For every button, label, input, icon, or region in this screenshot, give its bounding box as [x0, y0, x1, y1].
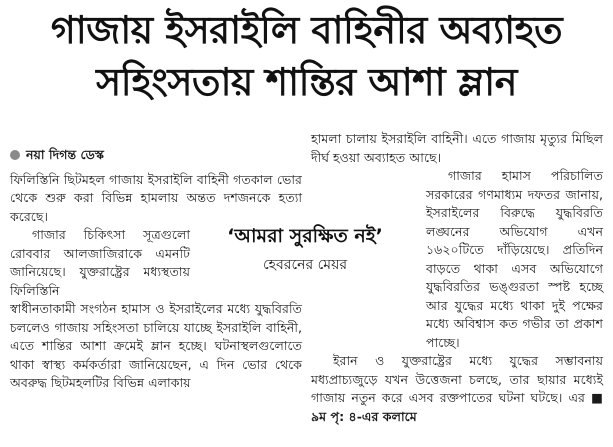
pull-quote-text: ‘আমরা সুরক্ষিত নই’ — [227, 225, 383, 247]
right-paragraph-3 — [311, 352, 603, 426]
pull-quote-attribution: হেবরনের মেয়র — [262, 257, 348, 273]
right-paragraph-3-text: ইরান ও যুক্তরাষ্ট্রের মধ্যে যুদ্ধের সম্ভাবনায় মধ্যপ্রাচ্যজুড়ে যখন উত্তেজনা চলছে, তার ছায়ার মধ্যেই গাজায় নতুন করে এসব রক্তপাতের ঘটনা ঘটছে। এর — [311, 353, 603, 405]
left-paragraph-3: স্বাধীনতাকামী সংগঠন হামাস ও ইসরাইলের মধ্যে যুদ্ধবিরতি চললেও গাজায় সহিংসতা চালিয়ে যাচ্ছে ইসরাইলি বাহিনী, এতে শান্তির আশা ক্রমেই ম্লান হচ্ছে। ঘটনাস্থলগুলোতে থাকা স্বাস্থ্য কর্মকর্তারা জানিয়েছেন, এ দিন ভোর থেকে অবরুদ্ধ ছিটমহলটির বিভিন্ন এলাকায় — [10, 301, 302, 390]
left-paragraph-2: গাজার চিকিৎসা সূত্রগুলো রোববার আলজাজিরাকে এমনটি জানিয়েছে। যুক্তরাষ্ট্রের মধ্যস্থতায় ফিলিস্তিনি — [10, 227, 190, 298]
continuation-ref[interactable]: ■ ৯ম পৃ: ৪-এর কলামে — [311, 390, 603, 424]
right-paragraph-2: গাজার হামাস পরিচালিত সরকারের গণমাধ্যম দফতর জানায়, ইসরাইলের বিরুদ্ধে যুদ্ধবিরতি লঙ্ঘনের অভিযোগ এখন ১৬২০টিতে দাঁড়িয়েছে। প্রতিদিন বাড়তে থাকা এসব অভিযোগে যুদ্ধবিরতির ভঙ্গুরতা স্পষ্ট হচ্ছে আর যুদ্ধের মধ্যে থাকা দুই পক্ষের মধ্যে অবিশ্বাস কত গভীর তা প্রকাশ পাচ্ছে। — [426, 168, 603, 350]
right-paragraph-1: হামলা চালায় ইসরাইলি বাহিনী। এতে গাজায় মৃত্যুর মিছিল দীর্ঘ হওয়া অব্যাহত আছে। — [311, 131, 603, 165]
continuation-text: ৯ম পৃ: ৪-এর কলামে — [311, 408, 417, 424]
bullet-icon — [10, 150, 20, 160]
headline-line-2: সহিংসতায় শান্তির আশা ম্লান — [96, 60, 517, 104]
headline-line-1: গাজায় ইসরাইলি বাহিনীর অব্যাহত — [50, 8, 563, 52]
left-paragraph-1: ফিলিস্তিনি ছিটমহল গাজায় ইসরাইলি বাহিনী গতকাল ভোর থেকে শুরু করা বিভিন্ন হামলায় অন্তত দশজনকে হত্যা করেছে। — [10, 171, 302, 224]
headline — [0, 4, 613, 108]
byline — [10, 146, 302, 165]
pull-quote — [200, 218, 410, 288]
byline-text: নয়া দিগন্ত ডেস্ক — [26, 147, 104, 162]
